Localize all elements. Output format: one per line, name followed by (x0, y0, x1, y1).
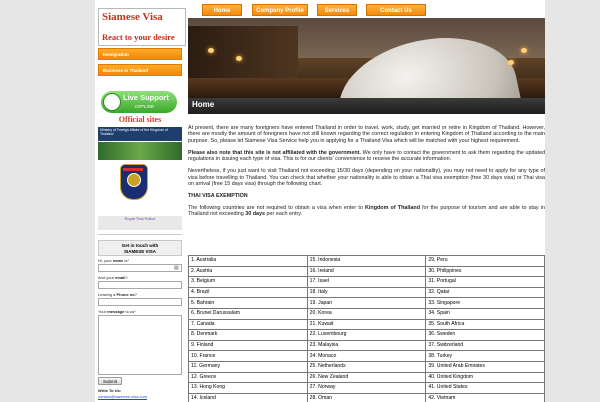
table-row (189, 361, 545, 372)
page (95, 0, 545, 402)
menu-item-immigration[interactable]: Immigration (98, 48, 182, 60)
country-cell: 13. Hong Kong (189, 383, 308, 394)
country-cell: 7. Canada (189, 319, 308, 330)
main-column (188, 0, 545, 402)
country-cell: 17. Isael (307, 277, 426, 288)
country-cell: 23. Malaysia (307, 340, 426, 351)
country-cell: 19. Japan (307, 298, 426, 309)
country-cell: 20. Korea (307, 308, 426, 319)
menu-item-business[interactable]: Business in Thailand (98, 64, 182, 76)
country-cell: 5. Bahrain (189, 298, 308, 309)
table-row (189, 266, 545, 277)
country-cell: 15. Indonesia (307, 256, 426, 267)
nav-home[interactable]: Home (202, 4, 242, 16)
table-row (189, 256, 545, 267)
immigration-emblem-icon[interactable] (120, 164, 148, 200)
table-row (189, 308, 545, 319)
country-cell: 33. Singapore (426, 298, 545, 309)
submit-button[interactable]: Submit (98, 377, 122, 385)
country-cell: 34. Spain (426, 308, 545, 319)
page-title: Home (192, 100, 215, 109)
nav-contact-us[interactable]: Contact Us (366, 4, 426, 16)
official-sites-heading: Official sites (118, 115, 162, 124)
country-cell: 41. United States (426, 383, 545, 394)
country-cell: 10. France (189, 351, 308, 362)
section-heading: THAI VISA EXEMPTION (188, 193, 248, 200)
table-row (189, 277, 545, 288)
country-cell: 42. Vietnam (426, 393, 545, 402)
visa-exemption-paragraph: Nevertheless, if you just want to visit Thailand not exceeding 15/30 days (depending on your nationality), you may not need to apply for any type of visa before travelling to Thailand. You can check that whether your nationality is able to obtain a Thai visa exemption (free 30 days visa) or Thai visa on arrival (free 15 days visa) through the following chart. (188, 168, 545, 188)
country-cell: 30. Philippines (426, 266, 545, 277)
country-cell: 18. Italy (307, 287, 426, 298)
royal-thai-police-link[interactable] (98, 216, 182, 230)
country-cell: 29. Peru (426, 256, 545, 267)
divider (98, 234, 182, 235)
mfa-link[interactable] (98, 127, 182, 141)
country-cell: 2. Austria (189, 266, 308, 277)
country-cell: 32. Qatar (426, 287, 545, 298)
mfa-banner-image[interactable] (98, 142, 182, 160)
country-cell: 24. Monaco (307, 351, 426, 362)
table-row (189, 340, 545, 351)
country-table (188, 255, 545, 402)
contact-email-link[interactable]: contact@siamese-visa.com (98, 394, 147, 399)
disclaimer-paragraph: Please also note that this site is not affiliated with the government. We only have to contact the government to ask them regarding the updated regulations in issuing each type of visa. This is for our clients' convenience to receive the accurate information. (188, 149, 545, 163)
nav-services[interactable]: Services (317, 4, 357, 16)
country-cell: 28. Oman (307, 393, 426, 402)
country-cell: 40. United Kingdom (426, 372, 545, 383)
logo-title: Siamese Visa (102, 11, 163, 23)
country-cell: 35. South Africa (426, 319, 545, 330)
table-row (189, 393, 545, 402)
page-title-bar (188, 98, 545, 114)
contact-heading-line1: Get in touch with (121, 243, 159, 248)
country-cell: 22. Luxembourg (307, 330, 426, 341)
contact-card-icon: ▤ (174, 265, 179, 271)
message-field[interactable] (98, 315, 182, 375)
message-label: Your message to us* (98, 309, 136, 314)
site-logo[interactable] (98, 8, 186, 46)
table-row (189, 330, 545, 341)
write-us-label: Write To Us: (98, 388, 122, 393)
table-row (189, 351, 545, 362)
country-cell: 16. Ireland (307, 266, 426, 277)
country-cell: 11. Germany (189, 361, 308, 372)
name-label: Hi, your name is* (98, 258, 129, 263)
table-row (189, 383, 545, 394)
table-row (189, 287, 545, 298)
country-cell: 12. Greece (189, 372, 308, 383)
left-column (95, 0, 185, 402)
contact-heading-line2: SIAMESE VISA (123, 249, 156, 254)
live-support-status: OFFLINE (135, 104, 155, 109)
table-row (189, 372, 545, 383)
content-body (188, 125, 545, 223)
logo-tagline: React to your desire (102, 32, 175, 42)
nav-company-profile[interactable]: Company Profile (252, 4, 308, 16)
exemption-intro-paragraph: The following countries are not required to obtain a visa when enter to Kingdom of Thailand for the purpose of tourism and are able to stay in Thailand not exceeding 30 days per each entry. (188, 204, 545, 217)
country-cell: 37. Switzerland (426, 340, 545, 351)
country-cell: 39. United Arab Emirates (426, 361, 545, 372)
country-cell: 4. Brazil (189, 287, 308, 298)
country-cell: 26. New Zealand (307, 372, 426, 383)
table-row (189, 298, 545, 309)
live-support-button[interactable] (101, 91, 177, 113)
country-cell: 14. Iceland (189, 393, 308, 402)
hero-image (188, 18, 545, 98)
phone-field[interactable] (98, 298, 182, 306)
country-cell: 21. Kuwait (307, 319, 426, 330)
name-field[interactable] (98, 264, 182, 272)
table-row (189, 319, 545, 330)
email-field[interactable] (98, 281, 182, 289)
intro-paragraph: At present, there are many foreigners have entered Thailand in order to travel, work, study, get married or retire in Kingdom of Thailand. However, there are mostly the amount of foreigners have not still known regarding the correct regulation in entering Kingdom of Thailand according to the main purpose. So, please let Siamese Visa Service help you in applying for a Thailand Visa which will be matched with your highest requirement. (188, 125, 545, 144)
country-cell: 36. Sweden (426, 330, 545, 341)
country-cell: 6. Brunei Darussalam (189, 308, 308, 319)
country-cell: 25. Netherlands (307, 361, 426, 372)
country-cell: 27. Norway (307, 383, 426, 394)
mfa-label: Ministry of Foreign Affairs of the Kingdom of Thailand (100, 128, 168, 136)
support-agent-icon (103, 93, 121, 111)
email-label: And your email? (98, 275, 128, 280)
country-cell: 31. Portugal (426, 277, 545, 288)
contact-form-heading (98, 240, 182, 256)
live-support-label: Live Support (123, 93, 169, 102)
country-cell: 8. Denmark (189, 330, 308, 341)
country-cell: 3. Belgium (189, 277, 308, 288)
country-cell: 38. Turkey (426, 351, 545, 362)
police-label: Royal Thai Police (124, 216, 156, 221)
country-cell: 1. Australia (189, 256, 308, 267)
phone-label: Leaving a Phone no? (98, 292, 137, 297)
country-cell: 9. Finland (189, 340, 308, 351)
